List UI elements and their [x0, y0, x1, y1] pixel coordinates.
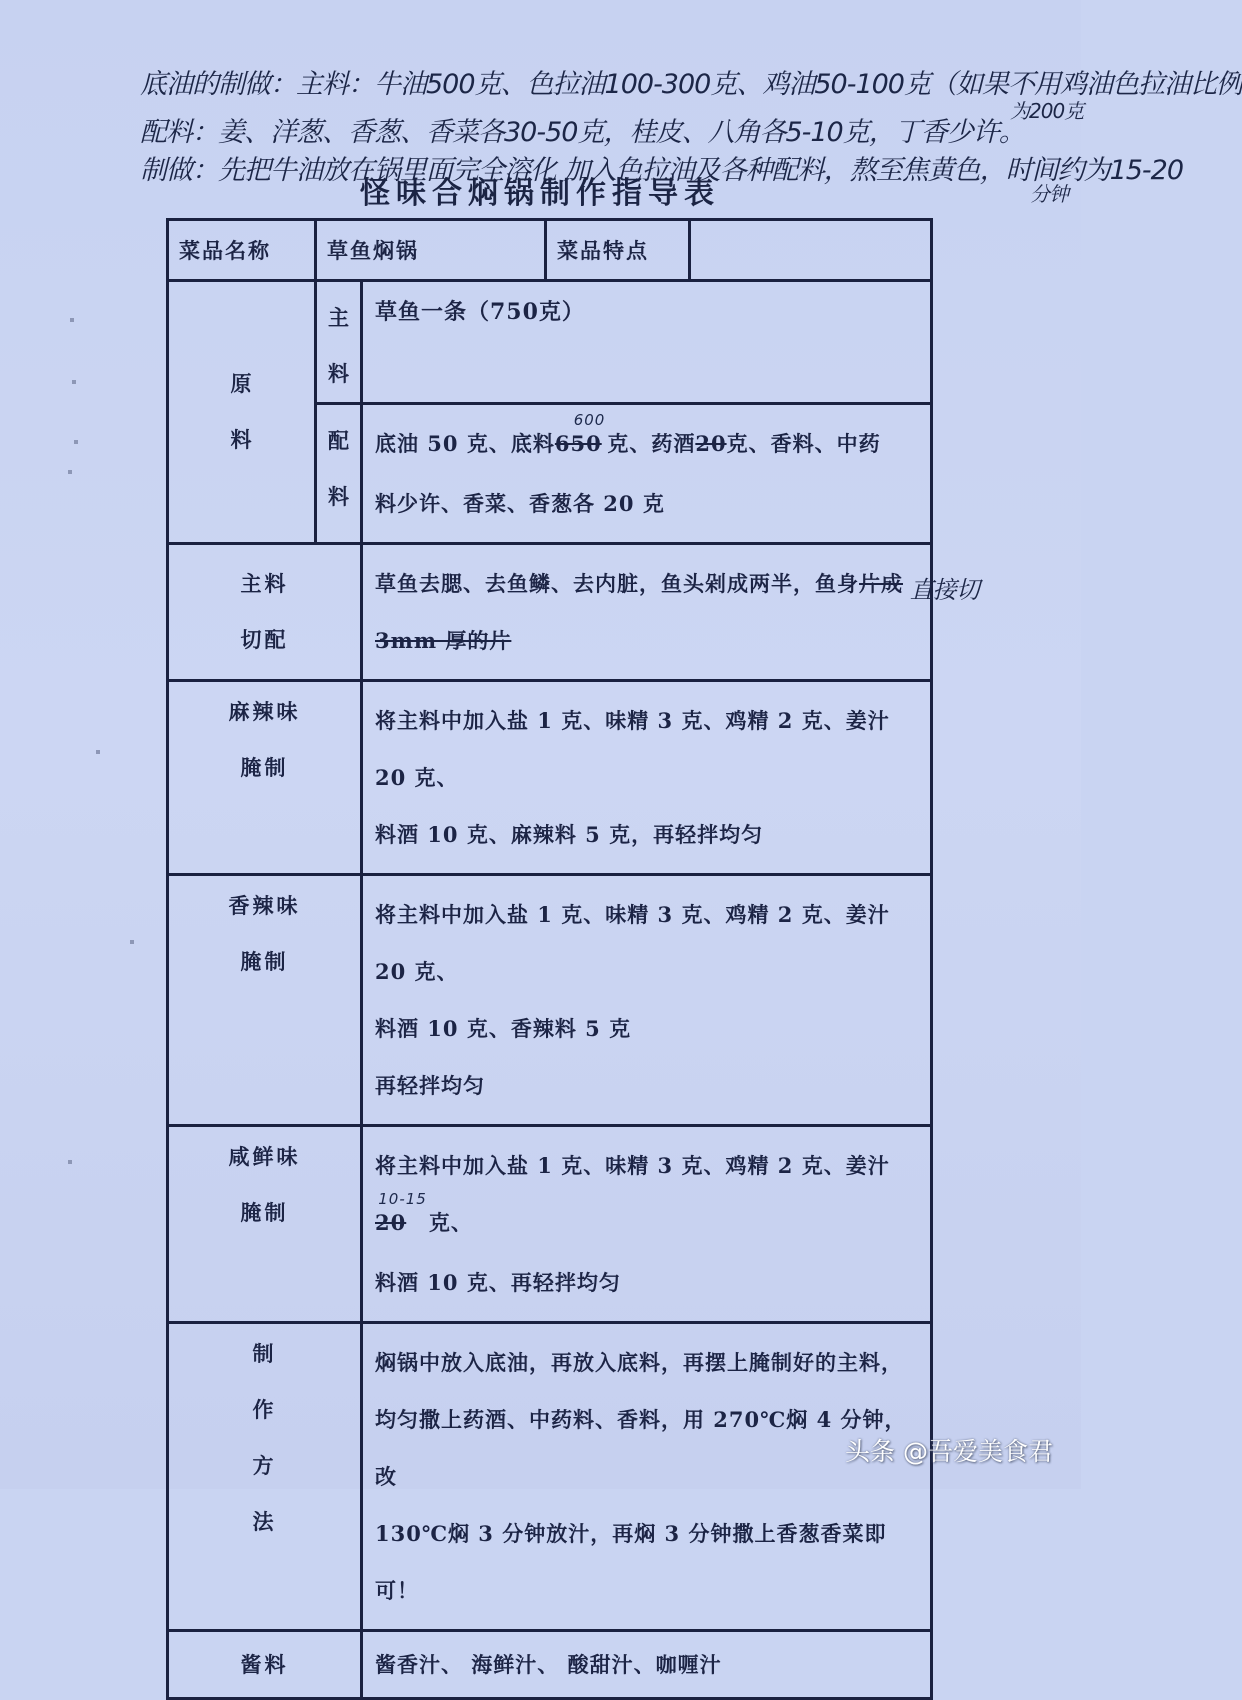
aux-text: 底油 50 克、底料: [375, 431, 555, 456]
table-row: [168, 1126, 932, 1323]
xiangla-line: 再轻拌均匀: [375, 1073, 485, 1098]
xiangla-line: 将主料中加入盐 1 克、味精 3 克、鸡精 2 克、姜汁 20 克、: [375, 902, 890, 984]
xianxian-text: 克、: [428, 1210, 473, 1235]
xianxian-label: [168, 1126, 362, 1323]
aux-text: 克、药酒: [607, 431, 696, 456]
source-watermark: 头条 @吾爱美食君: [845, 1437, 1053, 1466]
scan-speck: [68, 1160, 72, 1164]
cut-label: [168, 544, 362, 681]
table-row: [168, 544, 932, 681]
main-label-text: 主料: [328, 305, 349, 386]
handwritten-line-1: 底油的制做：主料：牛油500克、色拉油100-300克、鸡油50-100克（如果不用鸡油色拉油比例: [140, 69, 1242, 100]
aux-ingredient-value: [362, 404, 932, 544]
method-line: 焖锅中放入底油，再放入底料，再摆上腌制好的主料，: [375, 1350, 903, 1375]
handwritten-correction: 600: [573, 411, 606, 429]
method-value: [362, 1323, 932, 1631]
xiangla-line: 料酒 10 克、香辣料 5 克: [375, 1016, 632, 1041]
xianxian-value: [362, 1126, 932, 1323]
sauce-label: 酱料: [168, 1631, 362, 1699]
scan-speck: [96, 750, 100, 754]
table-row: [168, 875, 932, 1126]
cut-text: 草鱼去腮、去鱼鳞、去内脏，鱼头剁成两半，鱼身: [375, 571, 859, 596]
dish-feature-label: 菜品特点: [546, 220, 690, 281]
aux-text: 克、香料、中药: [726, 431, 881, 456]
aux-label-text: 配料: [328, 428, 349, 509]
mala-value: [362, 681, 932, 875]
scan-speck: [74, 440, 78, 444]
struck-text: 3mm 厚的片: [375, 628, 512, 653]
main-ingredient-value: 草鱼一条（750克）: [362, 281, 932, 404]
scan-speck: [130, 940, 134, 944]
struck-value: 20: [695, 431, 727, 456]
method-label-text: 制作方法: [252, 1341, 277, 1534]
handwritten-line-2: 配料：姜、洋葱、香葱、香菜各30-50克，桂皮、八角各5-10克，丁香少许。: [140, 117, 1025, 148]
dish-feature-value: [690, 220, 932, 281]
struck-value: 20: [375, 1210, 407, 1235]
main-ingredient-label: [316, 281, 362, 404]
handwritten-line-1b: 为200克: [1010, 99, 1084, 123]
dish-name-label: 菜品名称: [168, 220, 316, 281]
aux-ingredient-label: [316, 404, 362, 544]
xiangla-value: [362, 875, 932, 1126]
aux-text: 料少许、香菜、香葱各 20 克: [375, 491, 665, 516]
xianxian-text: 将主料中加入盐 1 克、味精 3 克、鸡精 2 克、姜汁: [375, 1153, 890, 1178]
table-row: [168, 220, 932, 281]
method-line: 130℃焖 3 分钟放汁，再焖 3 分钟撒上香葱香菜即可！: [375, 1521, 887, 1603]
mala-line: 料酒 10 克、麻辣料 5 克，再轻拌均匀: [375, 822, 764, 847]
ingredients-label: [168, 281, 316, 544]
xianxian-line: [375, 1137, 918, 1254]
method-line: 均匀撒上药酒、中药料、香料，用 270℃焖 4 分钟，改: [375, 1407, 907, 1489]
mala-line: 将主料中加入盐 1 克、味精 3 克、鸡精 2 克、姜汁 20 克、: [375, 708, 890, 790]
mala-label-text: 麻辣味腌制: [228, 699, 301, 780]
sauce-value: 酱香汁、 海鲜汁、 酸甜汁、咖喱汁: [362, 1631, 932, 1699]
handwritten-correction: 10-15: [378, 1190, 427, 1208]
scan-speck: [72, 380, 76, 384]
scan-speck: [68, 470, 72, 474]
xiangla-label-text: 香辣味腌制: [228, 893, 301, 974]
table-row: [168, 1631, 932, 1699]
xiangla-label: [168, 875, 362, 1126]
table-row: [168, 681, 932, 875]
handwritten-line-3b: 分钟: [1030, 182, 1068, 206]
mala-label: [168, 681, 362, 875]
method-label: [168, 1323, 362, 1631]
table-row: [168, 1323, 932, 1631]
struck-value: 650: [554, 431, 602, 456]
xianxian-line: 料酒 10 克、再轻拌均匀: [375, 1270, 621, 1295]
ingredients-label-text: 原料: [230, 371, 255, 452]
dish-name-value: 草鱼焖锅: [316, 220, 546, 281]
handwritten-correction: 直接切: [909, 576, 979, 604]
document-title: 怪味合焖锅制作指导表: [360, 176, 720, 211]
handwritten-line-3: 制做：先把牛油放在锅里面完全溶化 加入色拉油及各种配料，熬至焦黄色，时间约为15-20: [140, 155, 1184, 186]
struck-text: 片成: [859, 571, 903, 596]
xianxian-label-text: 咸鲜味腌制: [228, 1144, 301, 1225]
cut-label-text: 主料切配: [240, 571, 289, 652]
scan-speck: [70, 318, 74, 322]
cut-value: [362, 544, 979, 681]
table-row: [168, 281, 932, 404]
